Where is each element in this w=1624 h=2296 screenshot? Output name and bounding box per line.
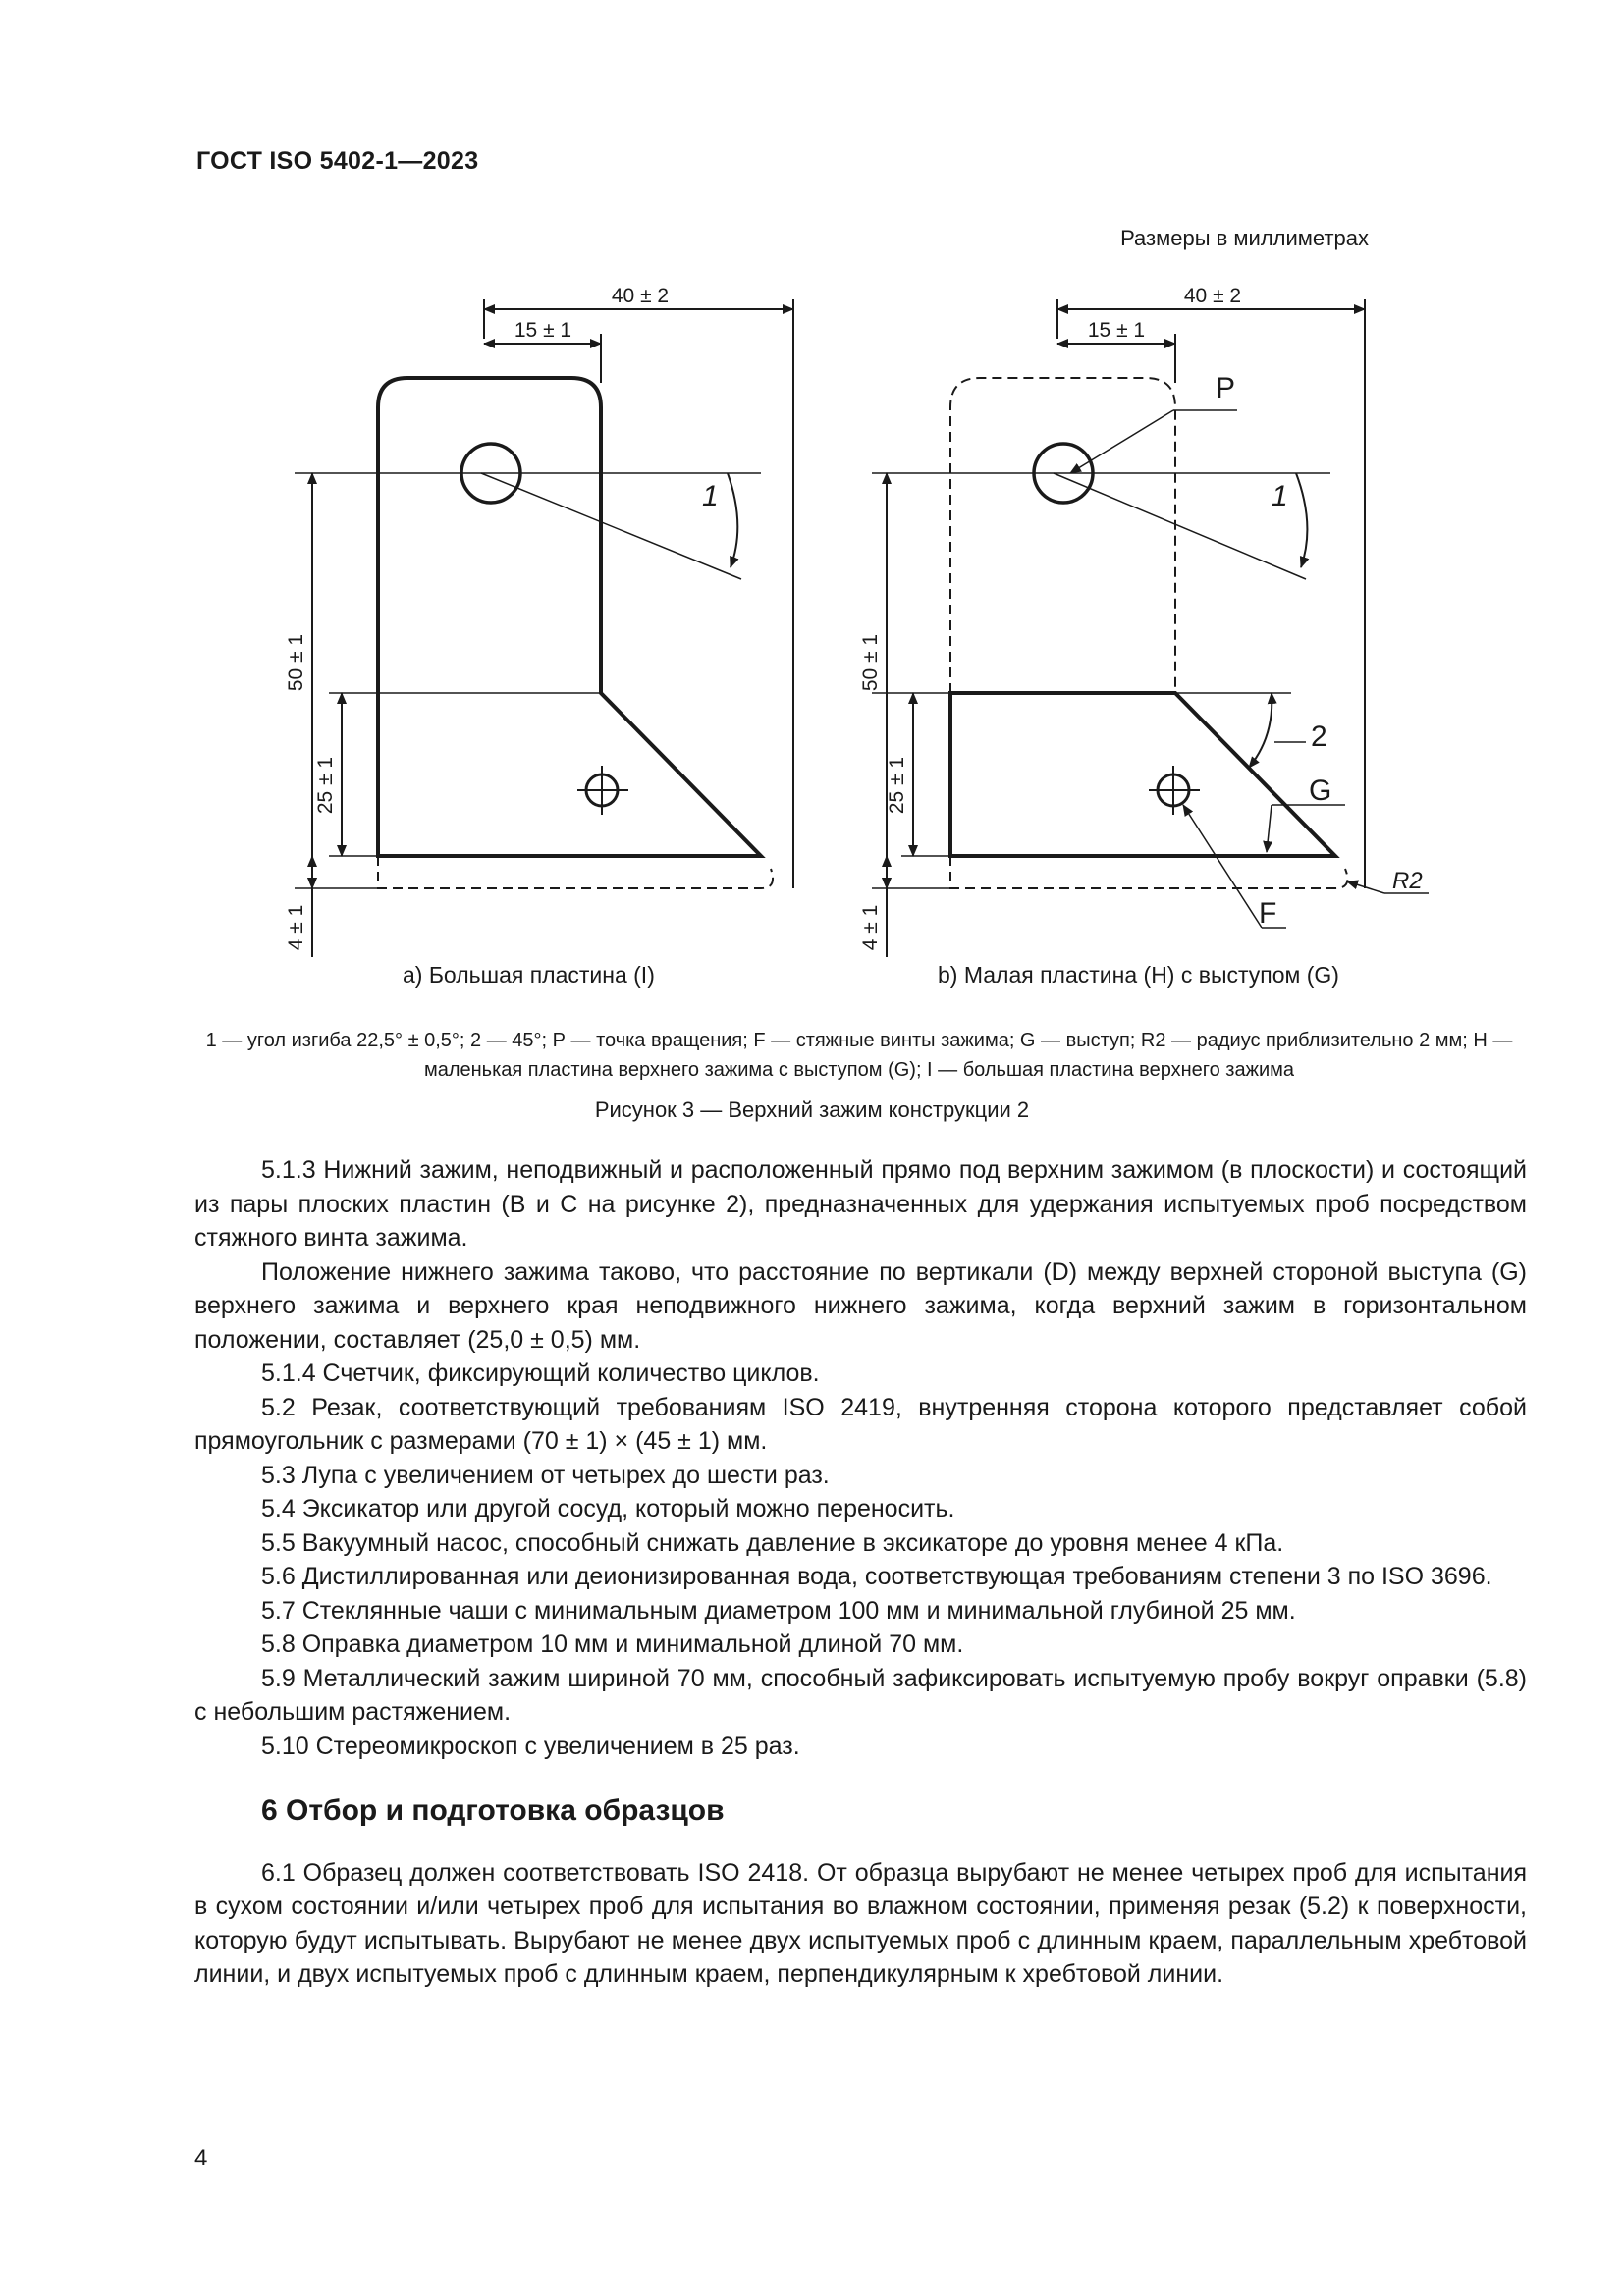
paragraph: 5.1.4 Счетчик, фиксирующий количество циклов. [261,1360,820,1387]
page-number: 4 [194,2145,208,2171]
label-b-R2: R2 [1392,868,1423,894]
paragraph: 5.3 Лупа с увеличением от четырех до шести раз. [261,1461,830,1489]
figure-legend: 1 — угол изгиба 22,5° ± 0,5°; 2 — 45°; Р — точка вращения; F — стяжные винты зажима; G — выступ; R2 — радиус приблизительно 2 мм; Н — маленькая пластина верхнего зажима с выступом (G); I — большая пластина верхнего зажима [205,1030,1513,1081]
paragraph: Положение нижнего зажима таково, что расстояние по вертикали (D) между верхней стороной выступа (G) верхнего зажима и верхнего края неподвижного нижнего зажима, когда верхний зажим в горизонтальном положении, составляет (25,0 ± 0,5) мм. [194,1257,1527,1354]
label-b-1: 1 [1272,480,1288,512]
paragraph: 5.9 Металлический зажим шириной 70 мм, способный зафиксировать испытуемую пробу вокруг оправки (5.8) с небольшим растяжением. [194,1664,1527,1726]
paragraph: 5.10 Стереомикроскоп с увеличением в 25 раз. [261,1732,800,1760]
dim-b-15: 15 ± 1 [1087,319,1146,342]
dim-a-25: 25 ± 1 [314,756,337,815]
drawing-a [295,299,793,957]
paragraph: 5.8 Оправка диаметром 10 мм и минимальной длиной 70 мм. [261,1630,964,1658]
dim-a-15: 15 ± 1 [514,319,572,342]
drawing-b [872,299,1429,957]
dim-b-50: 50 ± 1 [859,633,882,692]
label-b-G: G [1309,774,1332,807]
figure-3-drawing [0,0,1624,982]
dim-b-40: 40 ± 2 [1183,285,1242,307]
paragraph: 6.1 Образец должен соответствовать ISO 2418. От образца вырубают не менее четырех проб для испытания в сухом состоянии и/или четырех проб для испытания во влажном состоянии, применяя резак (5.2) к поверхности, которую будут испытывать. Вырубают не менее двух испытуемых проб с длинным краем, параллельным хребтовой линии, и двух испытуемых проб с длинным краем, перпендикулярным к хребтовой линии. [194,1858,1527,1988]
paragraph: 5.6 Дистиллированная или деионизированная вода, соответствующая требованиям степени 3 по ISO 3696. [261,1563,1492,1590]
label-b-F: F [1259,897,1277,930]
paragraph: 5.1.3 Нижний зажим, неподвижный и расположенный прямо под верхним зажимом (в плоскости) и состоящий из пары плоских пластин (В и С на рисунке 2), предназначенных для удержания испытуемых проб посредством стяжного винта зажима. [194,1156,1527,1252]
dim-a-50: 50 ± 1 [285,633,307,692]
units-note: Размеры в миллиметрах [1120,226,1369,250]
dim-a-4: 4 ± 1 [285,904,307,951]
section-heading: 6 Отбор и подготовка образцов [261,1794,725,1827]
body-text [194,1153,1527,1992]
dim-a-40: 40 ± 2 [611,285,670,307]
figure-title: Рисунок 3 — Верхний зажим конструкции 2 [594,1097,1030,1122]
label-b-2: 2 [1311,721,1327,753]
dim-b-25: 25 ± 1 [886,756,908,815]
paragraph: 5.5 Вакуумный насос, способный снижать давление в эксикаторе до уровня менее 4 кПа. [261,1528,1284,1557]
caption-drawing-b: b) Малая пластина (H) с выступом (G) [938,962,1339,988]
label-a-1: 1 [702,480,719,512]
label-b-P: P [1216,372,1236,404]
paragraph: 5.2 Резак, соответствующий требованиям ISO 2419, внутренняя сторона которого представляет собой прямоугольник с размерами (70 ± 1) × (45 ± 1) мм. [194,1393,1527,1455]
dim-b-4: 4 ± 1 [859,904,882,951]
paragraph: 5.7 Стеклянные чаши с минимальным диаметром 100 мм и минимальной глубиной 25 мм. [261,1596,1296,1625]
document-header: ГОСТ ISO 5402-1—2023 [196,147,479,175]
paragraph: 5.4 Эксикатор или другой сосуд, который можно переносить. [261,1495,955,1522]
caption-drawing-a: а) Большая пластина (I) [403,962,655,988]
